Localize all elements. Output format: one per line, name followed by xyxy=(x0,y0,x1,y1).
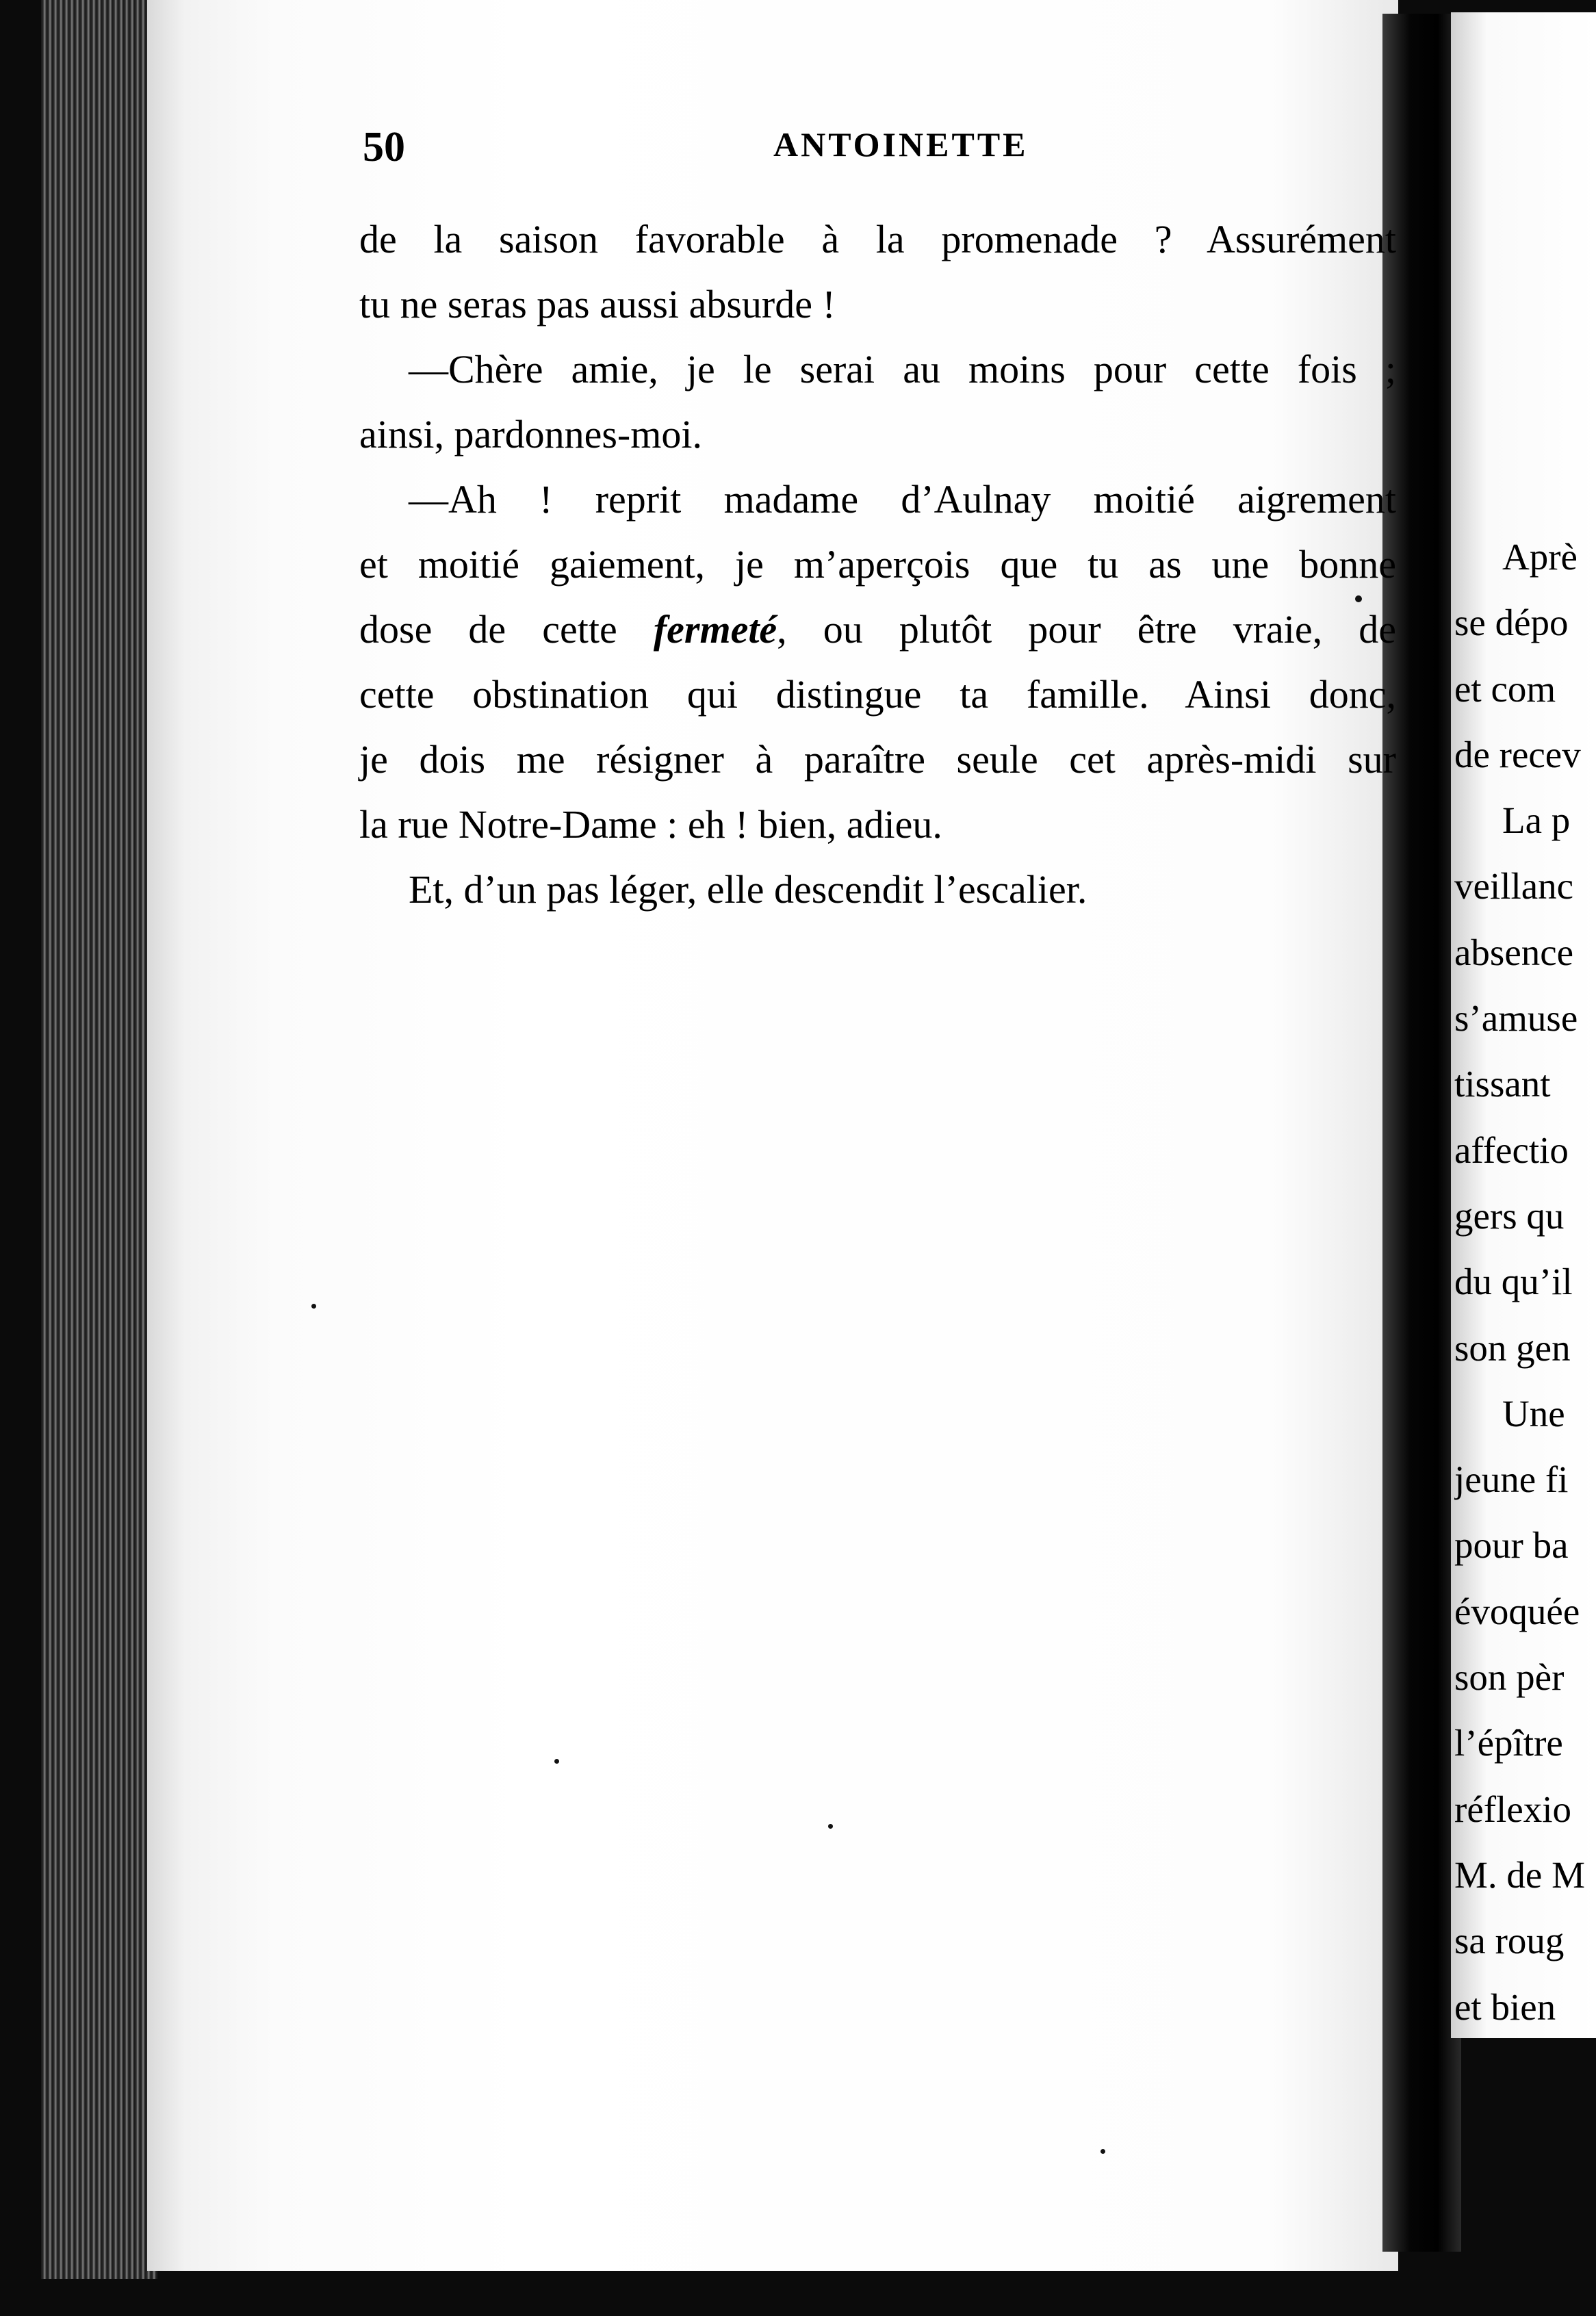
facing-page-line: gers qu xyxy=(1454,1194,1565,1237)
page-edges xyxy=(41,0,157,2279)
paragraph xyxy=(359,467,1396,857)
paragraph xyxy=(359,857,1396,922)
text-line: je dois me résigner à paraître seule cet après-midi sur xyxy=(359,737,1396,782)
facing-page-line: tissant xyxy=(1454,1063,1551,1105)
text-line: la rue Notre-Dame : eh ! bien, adieu. xyxy=(359,802,942,847)
facing-page-line: veillanc xyxy=(1454,865,1574,908)
facing-page-line: l’épître xyxy=(1454,1722,1563,1764)
text-run: dose de cette xyxy=(359,607,654,652)
paragraph xyxy=(359,207,1396,337)
facing-page-line: réflexio xyxy=(1454,1788,1572,1830)
ink-speck xyxy=(828,1824,833,1829)
emphasized-word: fermeté xyxy=(653,607,777,652)
text-line: Et, d’un pas léger, elle descendit l’escalier. xyxy=(409,867,1087,912)
facing-page-line: Une xyxy=(1502,1392,1565,1434)
facing-page-line: affectio xyxy=(1454,1129,1569,1171)
text-line: de la saison favorable à la promenade ? Assurément xyxy=(359,217,1396,261)
page-number: 50 xyxy=(363,124,405,170)
facing-page-line: pour ba xyxy=(1454,1524,1569,1567)
running-head xyxy=(363,123,1389,171)
running-title: ANTOINETTE xyxy=(773,125,1029,164)
facing-page-line: sa roug xyxy=(1454,1920,1565,1962)
body-text xyxy=(359,207,1396,922)
text-line: —Chère amie, je le serai au moins pour cette fois ; xyxy=(409,347,1396,391)
facing-page-line: de recev xyxy=(1454,733,1581,775)
facing-page-line: et bien xyxy=(1454,1985,1556,2028)
text-line: ainsi, pardonnes-moi. xyxy=(359,412,702,456)
facing-page-line: du qu’il xyxy=(1454,1261,1573,1303)
text-run: , ou plutôt pour être vraie, de xyxy=(777,607,1397,652)
facing-page-line: son gen xyxy=(1454,1326,1571,1369)
ink-speck xyxy=(1355,595,1362,602)
facing-page-line: absence xyxy=(1454,931,1574,973)
facing-page-text xyxy=(1454,0,1596,2053)
paragraph xyxy=(359,337,1396,467)
facing-page-line: se dépo xyxy=(1454,602,1569,644)
text-line: —Ah ! reprit madame d’Aulnay moitié aigrement xyxy=(409,477,1396,522)
facing-page-line: et com xyxy=(1454,667,1556,710)
text-line-with-emphasis xyxy=(359,597,1396,662)
ink-speck xyxy=(311,1304,316,1309)
text-line: et moitié gaiement, je m’aperçois que tu as une bonne xyxy=(359,542,1396,587)
facing-page-line: son pèr xyxy=(1454,1656,1565,1699)
facing-page-line: s’amuse xyxy=(1454,997,1578,1040)
facing-page-line: évoquée xyxy=(1454,1590,1580,1632)
facing-page-line: M. de M xyxy=(1454,1853,1585,1896)
text-line: cette obstination qui distingue ta famille. Ainsi donc, xyxy=(359,672,1396,717)
ink-speck xyxy=(554,1759,559,1764)
facing-page-line: jeune fi xyxy=(1454,1458,1569,1501)
facing-page-lines xyxy=(1454,0,1596,2040)
text-line: tu ne seras pas aussi absurde ! xyxy=(359,282,836,326)
ink-speck xyxy=(1101,2149,1105,2154)
facing-page-line: Aprè xyxy=(1502,536,1578,578)
facing-page-line: La p xyxy=(1502,799,1571,842)
